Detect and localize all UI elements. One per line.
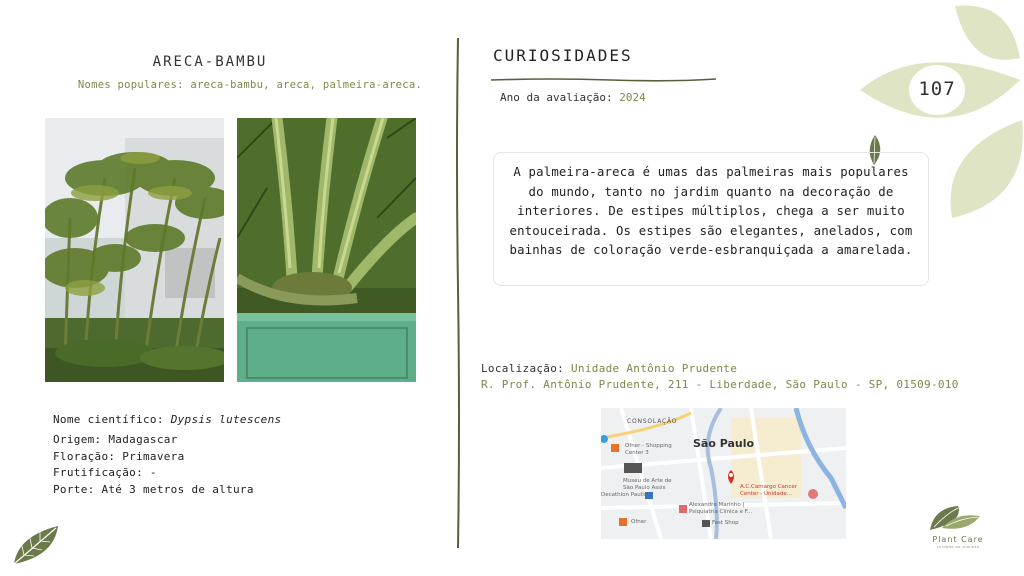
column-divider <box>455 38 461 548</box>
location-line <box>481 362 737 375</box>
scientific-name-label: Nome científico: <box>53 413 171 426</box>
location-address: R. Prof. Antônio Prudente, 211 - Liberdade, São Paulo - SP, 01509-010 <box>481 378 959 391</box>
logo-tagline: cuidado ao planeta <box>936 545 980 549</box>
description-text: A palmeira-areca é umas das palmeiras mais populares do mundo, tanto no jardim quanto na decoração de interiores. De estipes múltiplos, chega a ser muito entouceirada. Os estipes são elegantes, anelados, com bainhas de coloração verde-esbranquiçada a amarelada. <box>509 165 913 257</box>
title-underline <box>491 68 716 87</box>
location-map[interactable] <box>601 408 846 539</box>
logo-name: Plant Care <box>932 535 984 544</box>
map-poi-accamargo[interactable]: A.C.Camargo Cancer Center - Unidade... <box>740 484 798 497</box>
evaluation-year <box>500 91 646 104</box>
palm-photo-1 <box>45 118 224 382</box>
plant-size: Porte: Até 3 metros de altura <box>53 483 254 496</box>
year-value: 2024 <box>619 91 646 104</box>
year-label: Ano da avaliação: <box>500 91 620 104</box>
plant-number: 107 <box>918 78 956 100</box>
plant-care-logo-icon <box>928 502 982 538</box>
description-card <box>493 152 929 286</box>
map-poi-fast-shop[interactable]: Fast Shop <box>712 520 739 526</box>
map-poi-psiquiatria[interactable]: Alexandre Marinho | Psiquiatria Clínica e F... <box>689 502 753 515</box>
location-unit: Unidade Antônio Prudente <box>571 362 738 375</box>
location-label: Localização: <box>481 362 571 375</box>
origin: Origem: Madagascar <box>53 433 178 446</box>
map-city: São Paulo <box>693 437 755 450</box>
map-poi-decathlon[interactable]: Decathlon Paulista <box>601 492 653 498</box>
plant-title: ARECA-BAMBU <box>152 54 268 70</box>
map-poi-ofner-shopping[interactable]: Ofner - Shopping Center 3 <box>625 443 672 456</box>
scientific-name <box>53 413 281 426</box>
palm-photo-2 <box>237 118 416 382</box>
leaf-icon <box>10 522 62 572</box>
scientific-name-value: Dypsis lutescens <box>170 413 282 426</box>
map-district: CONSOLAÇÃO <box>627 418 678 425</box>
map-poi-masp[interactable]: Museu de Arte de São Paulo Assis <box>623 478 672 491</box>
fruiting: Frutificação: - <box>53 466 157 479</box>
curiosities-title: CURIOSIDADES <box>493 46 633 65</box>
flowering: Floração: Primavera <box>53 450 185 463</box>
popular-names: Nomes populares: areca-bambu, areca, palmeira-areca. <box>77 79 423 91</box>
map-poi-ofner[interactable]: Ofner <box>631 519 647 525</box>
